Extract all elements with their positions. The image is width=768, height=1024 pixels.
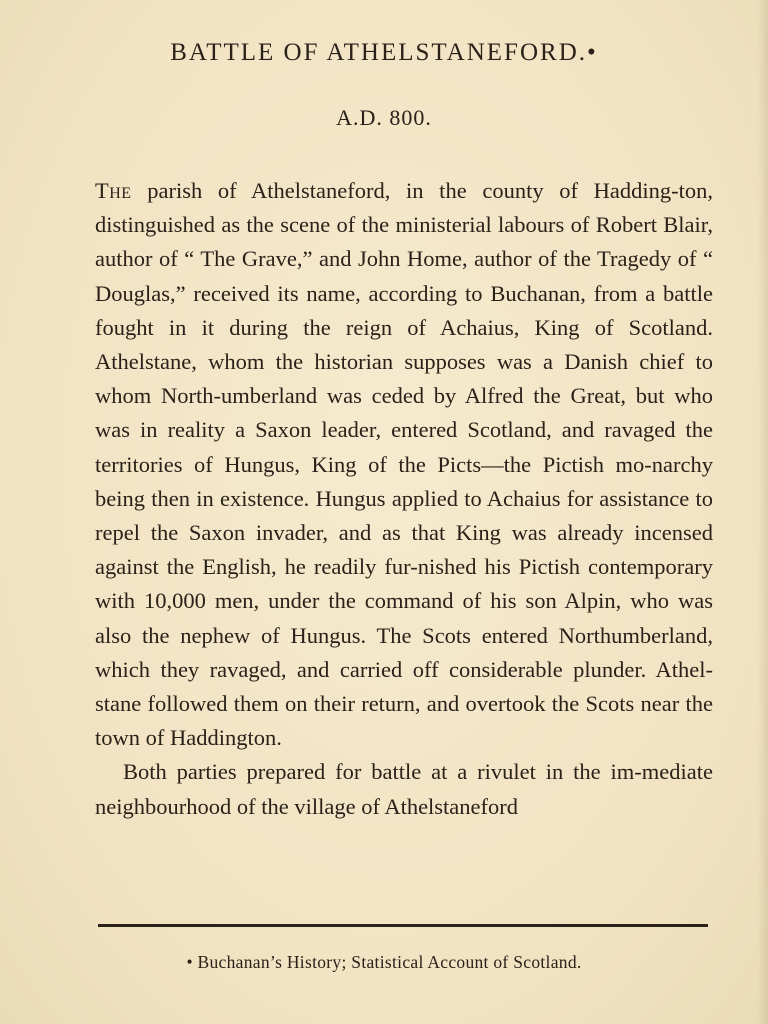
footnote: • Buchanan’s History; Statistical Account of Scotland. <box>186 952 582 972</box>
body-text <box>95 174 713 824</box>
paragraph-2: Both parties prepared for battle at a rivulet in the im-mediate neighbourhood of the village of Athelstaneford <box>95 759 713 819</box>
paragraph-1 <box>95 174 713 755</box>
page-edge-shadow <box>758 0 768 1024</box>
chapter-title: BATTLE OF ATHELSTANEFORD.• <box>170 39 598 66</box>
lead-word: The <box>95 178 132 203</box>
footnote-divider <box>98 924 708 927</box>
paragraph-1-text: parish of Athelstaneford, in the county of Hadding-ton, distinguished as the scene of the ministerial labours of Robert Blair, author of “ The Grave,” and John Home, author of the Tragedy of “ Douglas,” received its name, according to Buchanan, from a battle fought in it during the reign of Achaius, King of Scotland. Athelstane, whom the historian supposes was a Danish chief to whom North-umberland was ceded by Alfred the Great, but who was in reality a Saxon leader, entered Scotland, and ravaged the territories of Hungus, King of the Picts—the Pictish mo-narchy being then in existence. Hungus applied to Achaius for assistance to repel the Saxon invader, and as that King was already incensed against the English, he readily fur-nished his Pictish contemporary with 10,000 men, under the command of his son Alpin, who was also the nephew of Hungus. The Scots entered Northumberland, which they ravaged, and carried off considerable plunder. Athel-stane followed them on their return, and overtook the Scots near the town of Haddington. <box>95 178 713 751</box>
chapter-year: A.D. 800. <box>336 105 432 130</box>
